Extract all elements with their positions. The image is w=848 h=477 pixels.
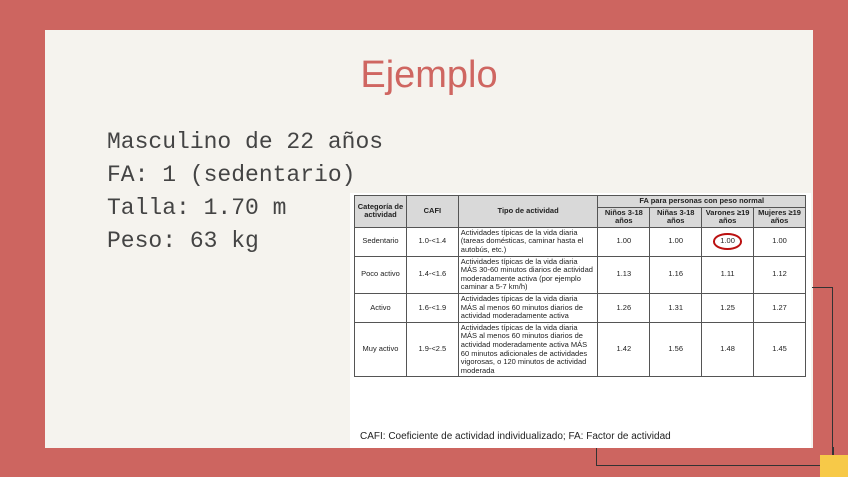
cell-ninas: 1.56: [650, 322, 702, 377]
slide-title: Ejemplo: [360, 54, 498, 96]
cell-cafi: 1.6-<1.9: [406, 293, 458, 322]
cell-mujeres: 1.45: [754, 322, 806, 377]
cell-cafi: 1.4-<1.6: [406, 256, 458, 293]
cell-varones: 1.11: [702, 256, 754, 293]
activity-factor-table-image: [350, 193, 811, 448]
info-line-height: Talla: 1.70 m: [107, 195, 287, 221]
decorative-frame-bottom: [596, 447, 834, 466]
cell-ninas: 1.31: [650, 293, 702, 322]
cell-ninos: 1.26: [598, 293, 650, 322]
cell-activity-description: Actividades típicas de la vida diaria MÁS 30-60 minutos diarios de actividad moderadamente activa (por ejemplo caminar a 5-7 km/h): [458, 256, 598, 293]
header-cafi: CAFI: [406, 196, 458, 228]
table-row: [355, 293, 806, 322]
patient-info: [107, 126, 383, 258]
decorative-frame-right: [812, 287, 833, 466]
cell-varones-highlighted: [702, 227, 754, 256]
header-ninas: Niñas 3-18 años: [650, 207, 702, 227]
table-row: [355, 322, 806, 377]
cell-varones: 1.48: [702, 322, 754, 377]
header-category: Categoría de actividad: [355, 196, 407, 228]
cell-varones: 1.25: [702, 293, 754, 322]
cell-activity-description: Actividades típicas de la vida diaria MÁS al menos 60 minutos diarios de actividad moderadamente activa: [458, 293, 598, 322]
cell-category: Muy activo: [355, 322, 407, 377]
cell-cafi: 1.9-<2.5: [406, 322, 458, 377]
cell-cafi: 1.0-<1.4: [406, 227, 458, 256]
cell-mujeres: 1.00: [754, 227, 806, 256]
header-ninos: Niños 3-18 años: [598, 207, 650, 227]
header-varones: Varones ≥19 años: [702, 207, 754, 227]
header-group-fa: FA para personas con peso normal: [598, 196, 806, 208]
table-row: [355, 227, 806, 256]
cell-ninos: 1.13: [598, 256, 650, 293]
cell-ninas: 1.16: [650, 256, 702, 293]
header-mujeres: Mujeres ≥19 años: [754, 207, 806, 227]
info-line-sex-age: Masculino de 22 años: [107, 129, 384, 155]
cell-activity-description: Actividades típicas de la vida diaria (tareas domésticas, caminar hasta el autobús, etc.): [458, 227, 598, 256]
cell-mujeres: 1.12: [754, 256, 806, 293]
cell-category: Poco activo: [355, 256, 407, 293]
header-activity-type: Tipo de actividad: [458, 196, 598, 228]
info-line-weight: Peso: 63 kg: [107, 228, 259, 254]
cell-activity-description: Actividades típicas de la vida diaria MÁS al menos 60 minutos diarios de actividad moderadamente activa MÁS 60 minutos adicionales de actividades vigorosas, o 120 minutos de actividad moderada: [458, 322, 598, 377]
accent-square: [820, 455, 848, 477]
cell-category: Activo: [355, 293, 407, 322]
cell-ninos: 1.42: [598, 322, 650, 377]
cell-ninos: 1.00: [598, 227, 650, 256]
activity-factor-table: [354, 195, 806, 377]
cell-ninas: 1.00: [650, 227, 702, 256]
cell-category: Sedentario: [355, 227, 407, 256]
info-line-fa: FA: 1 (sedentario): [107, 162, 356, 188]
table-row: [355, 256, 806, 293]
highlight-circle: 1.00: [713, 233, 742, 250]
cell-mujeres: 1.27: [754, 293, 806, 322]
table-caption: CAFI: Coeficiente de actividad individualizado; FA: Factor de actividad: [360, 431, 671, 442]
